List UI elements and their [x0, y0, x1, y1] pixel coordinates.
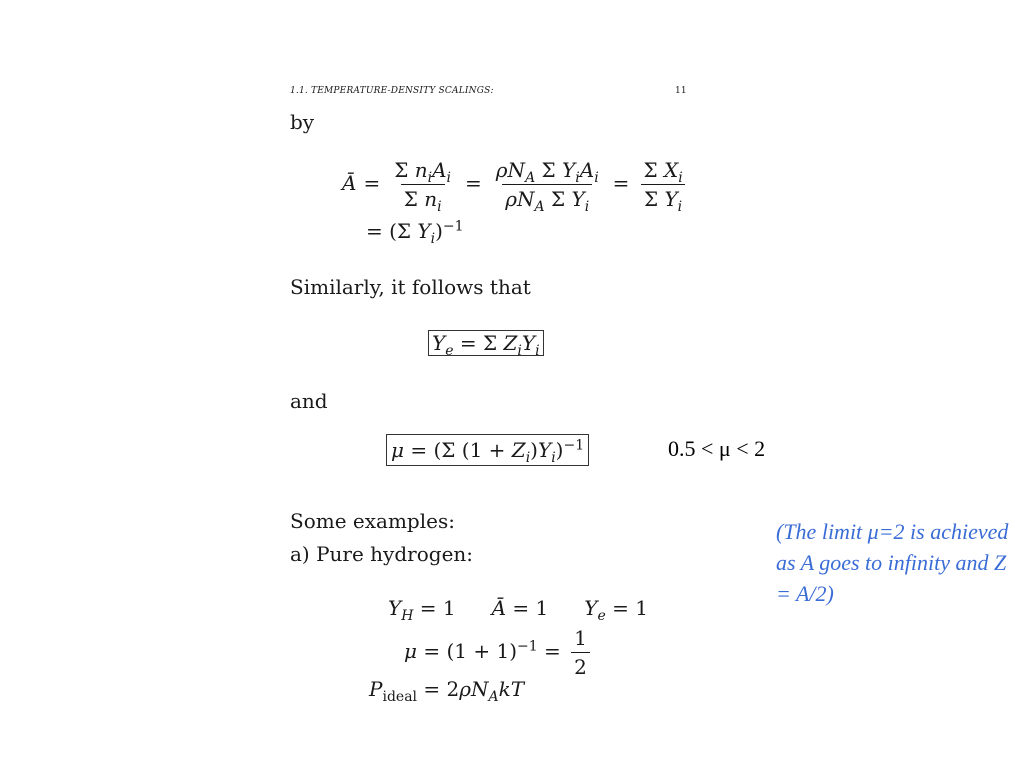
running-header: 1.1. TEMPERATURE-DENSITY SCALINGS: [290, 86, 494, 96]
text-some-examples: Some examples: [290, 509, 455, 533]
equation-hydrogen-values: $Y_H = 1$ Ā = 1 $Y_e = 1$ [388, 596, 648, 624]
mu-range-annotation: 0.5 < μ < 2 [668, 436, 766, 461]
equation-mu-boxed: μ = (Σ $(1 + Z_i)Y_i)^{-1}$ [386, 438, 589, 462]
text-similarly: Similarly, it follows that [290, 275, 531, 299]
equation-hydrogen-mu: $\mu = (1 + 1)^{-1}$ = $\frac{1}{2}$ [404, 626, 594, 679]
text-and: and [290, 389, 328, 413]
text-pure-hydrogen: a) Pure hydrogen: [290, 542, 474, 566]
text-by: by [290, 110, 315, 134]
equation-ye-boxed: $Y_e = \Sigma$ $Z_iY_i$ [428, 331, 544, 355]
equation-mean-mass: Ā = $\frac{\Sigma n_iA_i}{\Sigma n_i}$ = $\frac{\rho N_A \Sigma Y_iA_i}{\rho N_A \Sigma Y_i}$ = $\frac{\Sigma X_i}{\Sigma Y_i}$ [342, 158, 690, 211]
page-number: 11 [675, 86, 687, 96]
equation-mean-mass-line2: = (Σ $Y_i)^{-1}$ [366, 218, 464, 247]
equation-hydrogen-pressure: $P_{ideal} = 2\rho N_AkT$ [369, 677, 525, 705]
limit-note: (The limit μ=2 is achieved as A goes to infinity and Z = A/2) [776, 519, 1009, 606]
